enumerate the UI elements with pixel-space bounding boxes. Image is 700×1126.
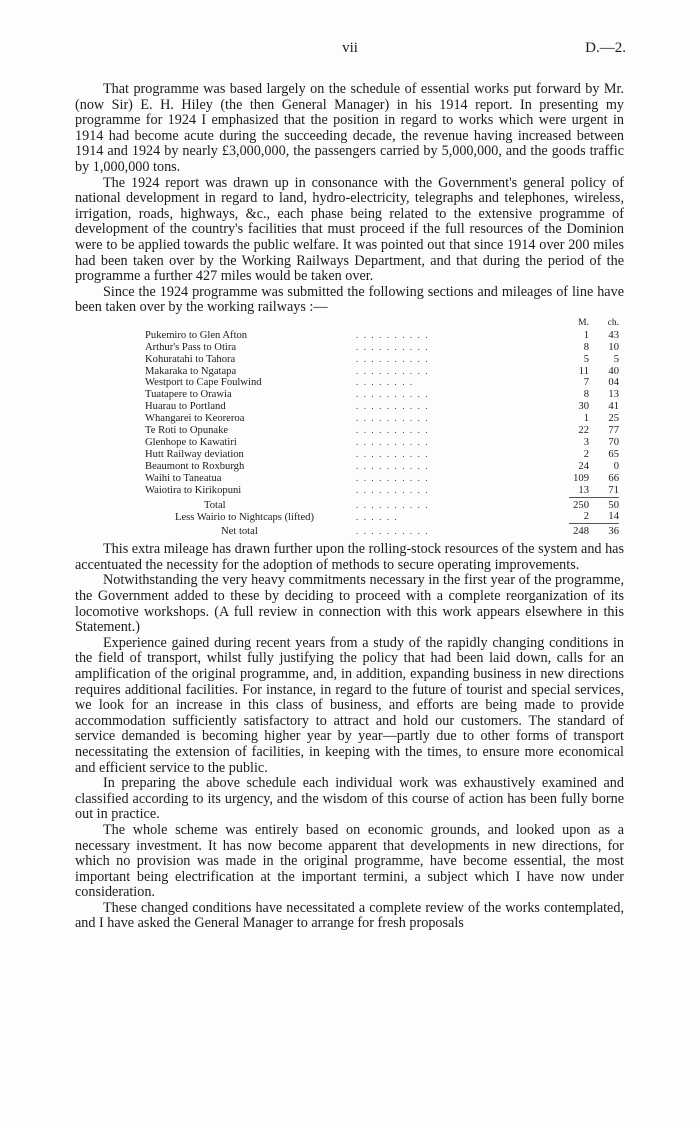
section-chains: 43 (608, 329, 619, 341)
total-chains: 50 (608, 499, 619, 511)
section-name: Kohuratahi to Tahora (145, 353, 236, 365)
section-miles: 7 (583, 377, 589, 389)
paragraph: In preparing the above schedule each individual work was exhaustively examined and classified according to its urgency, and the wisdom of this course of action has been fully borne out in practice. (75, 775, 624, 823)
leader-dots: . . . . . . . . . . (356, 401, 430, 412)
section-miles: 109 (573, 472, 589, 484)
mileage-row (145, 330, 619, 342)
leader-dots: . . . . . . . . . . (356, 425, 430, 436)
leader-dots: . . . . . . . . . . (356, 389, 430, 400)
leader-dots: . . . . . . . . . . (356, 436, 430, 447)
section-miles: 24 (578, 460, 589, 472)
section-name: Waiotira to Kirikopuni (145, 484, 242, 496)
section-miles: 30 (578, 401, 589, 413)
section-miles: 5 (583, 353, 589, 365)
mileage-row (145, 461, 619, 473)
unit-chains: ch. (607, 317, 619, 328)
leader-dots: . . . . . . (356, 511, 399, 522)
mileage-row (145, 342, 619, 354)
section-name: Hutt Railway deviation (145, 448, 244, 460)
net-total-chains: 36 (608, 526, 619, 538)
unit-miles: M. (578, 317, 589, 328)
paragraph: The 1924 report was drawn up in consonance with the Government's general policy of national development in regard to land, hydro-electricity, telegraphs and telephones, wireless, irrigation, roads, highways, &c., each phase being related to the extensive programme of development of the country's facilities that must proceed if the full resources of the Dominion were to be applied towards the public welfare. It was pointed out that since 1914 over 200 miles had been taken over by the Working Railways Department, and that during the period of the programme a further 427 miles would be taken over. (75, 174, 624, 285)
section-miles: 22 (578, 425, 589, 437)
section-name: Westport to Cape Foulwind (145, 377, 262, 389)
section-name: Beaumont to Roxburgh (145, 460, 245, 472)
paragraph: Experience gained during recent years from a study of the rapidly changing conditions in the field of transport, whilst fully justifying the policy that had been laid down, calls for an amplification of the original programme, and, in addition, expanding business in new directions requires additional facilities. For instance, in regard to the future of tourist and special services, we look for an increase in this class of business, and efforts are being made to provide accommodation sufficiently satisfactory to attract and hold our customers. The standard of service demanded is becoming higher year by year—partly due to other forms of transport necessitating the extension of facilities, in keeping with the times, to ensure more economical and efficient service to the public. (75, 634, 624, 776)
section-chains: 10 (608, 341, 619, 353)
section-chains: 41 (608, 401, 619, 413)
section-name: Glenhope to Kawatiri (145, 436, 237, 448)
leader-dots: . . . . . . . . . . (356, 413, 430, 424)
paragraph: The whole scheme was entirely based on economic grounds, and looked upon as a necessary investment. It has now become apparent that developments in new directions, for which no provision was made in the original programme, have become essential, the most important being electrification at the important termini, a subject which I have now under consideration. (75, 821, 624, 901)
mileage-row (145, 377, 619, 389)
leader-dots: . . . . . . . . . . (356, 353, 430, 364)
section-name: Tuatapere to Orawia (145, 389, 232, 401)
net-total-label: Net total (221, 526, 258, 538)
mileage-row (145, 485, 619, 497)
section-name: Makaraka to Ngatapa (145, 365, 237, 377)
total-label: Total (204, 499, 226, 511)
section-chains: 5 (613, 353, 619, 365)
paragraph: Since the 1924 programme was submitted the following sections and mileages of line have been taken over by the working railways :— (75, 283, 624, 316)
paragraph: This extra mileage has drawn further upon the rolling-stock resources of the system and has accentuated the necessity for the adoption of methods to secure operating improvements. (75, 541, 624, 573)
section-chains: 25 (608, 413, 619, 425)
page-number: vii (342, 40, 358, 56)
leader-dots: . . . . . . . . . . (356, 484, 430, 495)
mileage-row (145, 389, 619, 401)
section-chains: 04 (608, 377, 619, 389)
leader-dots: . . . . . . . . . . (356, 448, 430, 459)
mileage-table (75, 318, 624, 538)
section-name: Whangarei to Keorerоа (145, 413, 245, 425)
section-chains: 0 (613, 460, 619, 472)
section-chains: 40 (608, 365, 619, 377)
section-miles: 13 (578, 484, 589, 496)
paragraph: Notwithstanding the very heavy commitments necessary in the first year of the programme, the Government added to these by deciding to proceed with a complete reorganization of its locomotive workshops. (A full review in connection with this work appears elsewhere in this Statement.) (75, 572, 624, 636)
less-chains: 14 (608, 511, 619, 523)
mileage-row (145, 366, 619, 378)
leader-dots: . . . . . . . . (356, 377, 414, 388)
mileage-row (145, 354, 619, 366)
section-miles: 1 (583, 413, 589, 425)
mileage-row (145, 425, 619, 437)
section-miles: 8 (583, 389, 589, 401)
paragraphs-after (75, 542, 624, 932)
document-reference: D.—2. (585, 40, 626, 56)
net-total-row (145, 526, 619, 538)
total-row (145, 500, 619, 512)
section-miles: 2 (583, 448, 589, 460)
leader-dots: . . . . . . . . . . (356, 341, 430, 352)
section-miles: 1 (583, 329, 589, 341)
mileage-row (145, 449, 619, 461)
mileage-row (145, 473, 619, 485)
section-miles: 3 (583, 436, 589, 448)
paragraph: That programme was based largely on the schedule of essential works put forward by Mr. (now Sir) E. H. Hiley (the then General Manager) in his 1914 report. In presenting my programme for 1924 I emphasized that the position in regard to works which were urgent in 1914 had become acute during the succeeding decade, the revenue having increased between 1914 and 1924 by nearly £3,000,000, the passengers carried by 5,000,000, and the goods traffic by 1,000,000 tons. (75, 81, 624, 175)
section-chains: 13 (608, 389, 619, 401)
mileage-row (145, 401, 619, 413)
leader-dots: . . . . . . . . . . (356, 526, 430, 537)
section-chains: 77 (608, 425, 619, 437)
leader-dots: . . . . . . . . . . (356, 460, 430, 471)
less-label: Less Wairio to Nightcaps (lifted) (175, 511, 314, 523)
less-miles: 2 (583, 511, 589, 523)
section-name: Pukemiro to Glen Afton (145, 329, 248, 341)
document-body (75, 82, 624, 932)
mileage-row (145, 437, 619, 449)
section-name: Te Roti to Opunake (145, 425, 229, 437)
leader-dots: . . . . . . . . . . (356, 329, 430, 340)
section-name: Waihi to Taneatua (145, 472, 222, 484)
mileage-row (145, 413, 619, 425)
section-name: Huarau to Portland (145, 401, 226, 413)
section-chains: 66 (608, 472, 619, 484)
net-total-miles: 248 (573, 526, 589, 538)
less-row (145, 511, 619, 523)
paragraph: These changed conditions have necessitated a complete review of the works contemplated, and I have asked the General Manager to arrange for fresh proposals (75, 899, 624, 932)
section-chains: 70 (608, 436, 619, 448)
paragraphs-before (75, 82, 624, 316)
unit-row (145, 318, 619, 330)
section-miles: 11 (578, 365, 589, 377)
leader-dots: . . . . . . . . . . (356, 472, 430, 483)
total-miles: 250 (573, 499, 589, 511)
leader-dots: . . . . . . . . . . (356, 365, 430, 376)
leader-dots: . . . . . . . . . . (356, 499, 430, 510)
section-chains: 71 (608, 484, 619, 496)
section-miles: 8 (583, 341, 589, 353)
section-chains: 65 (608, 448, 619, 460)
section-name: Arthur's Pass to Otira (145, 341, 237, 353)
